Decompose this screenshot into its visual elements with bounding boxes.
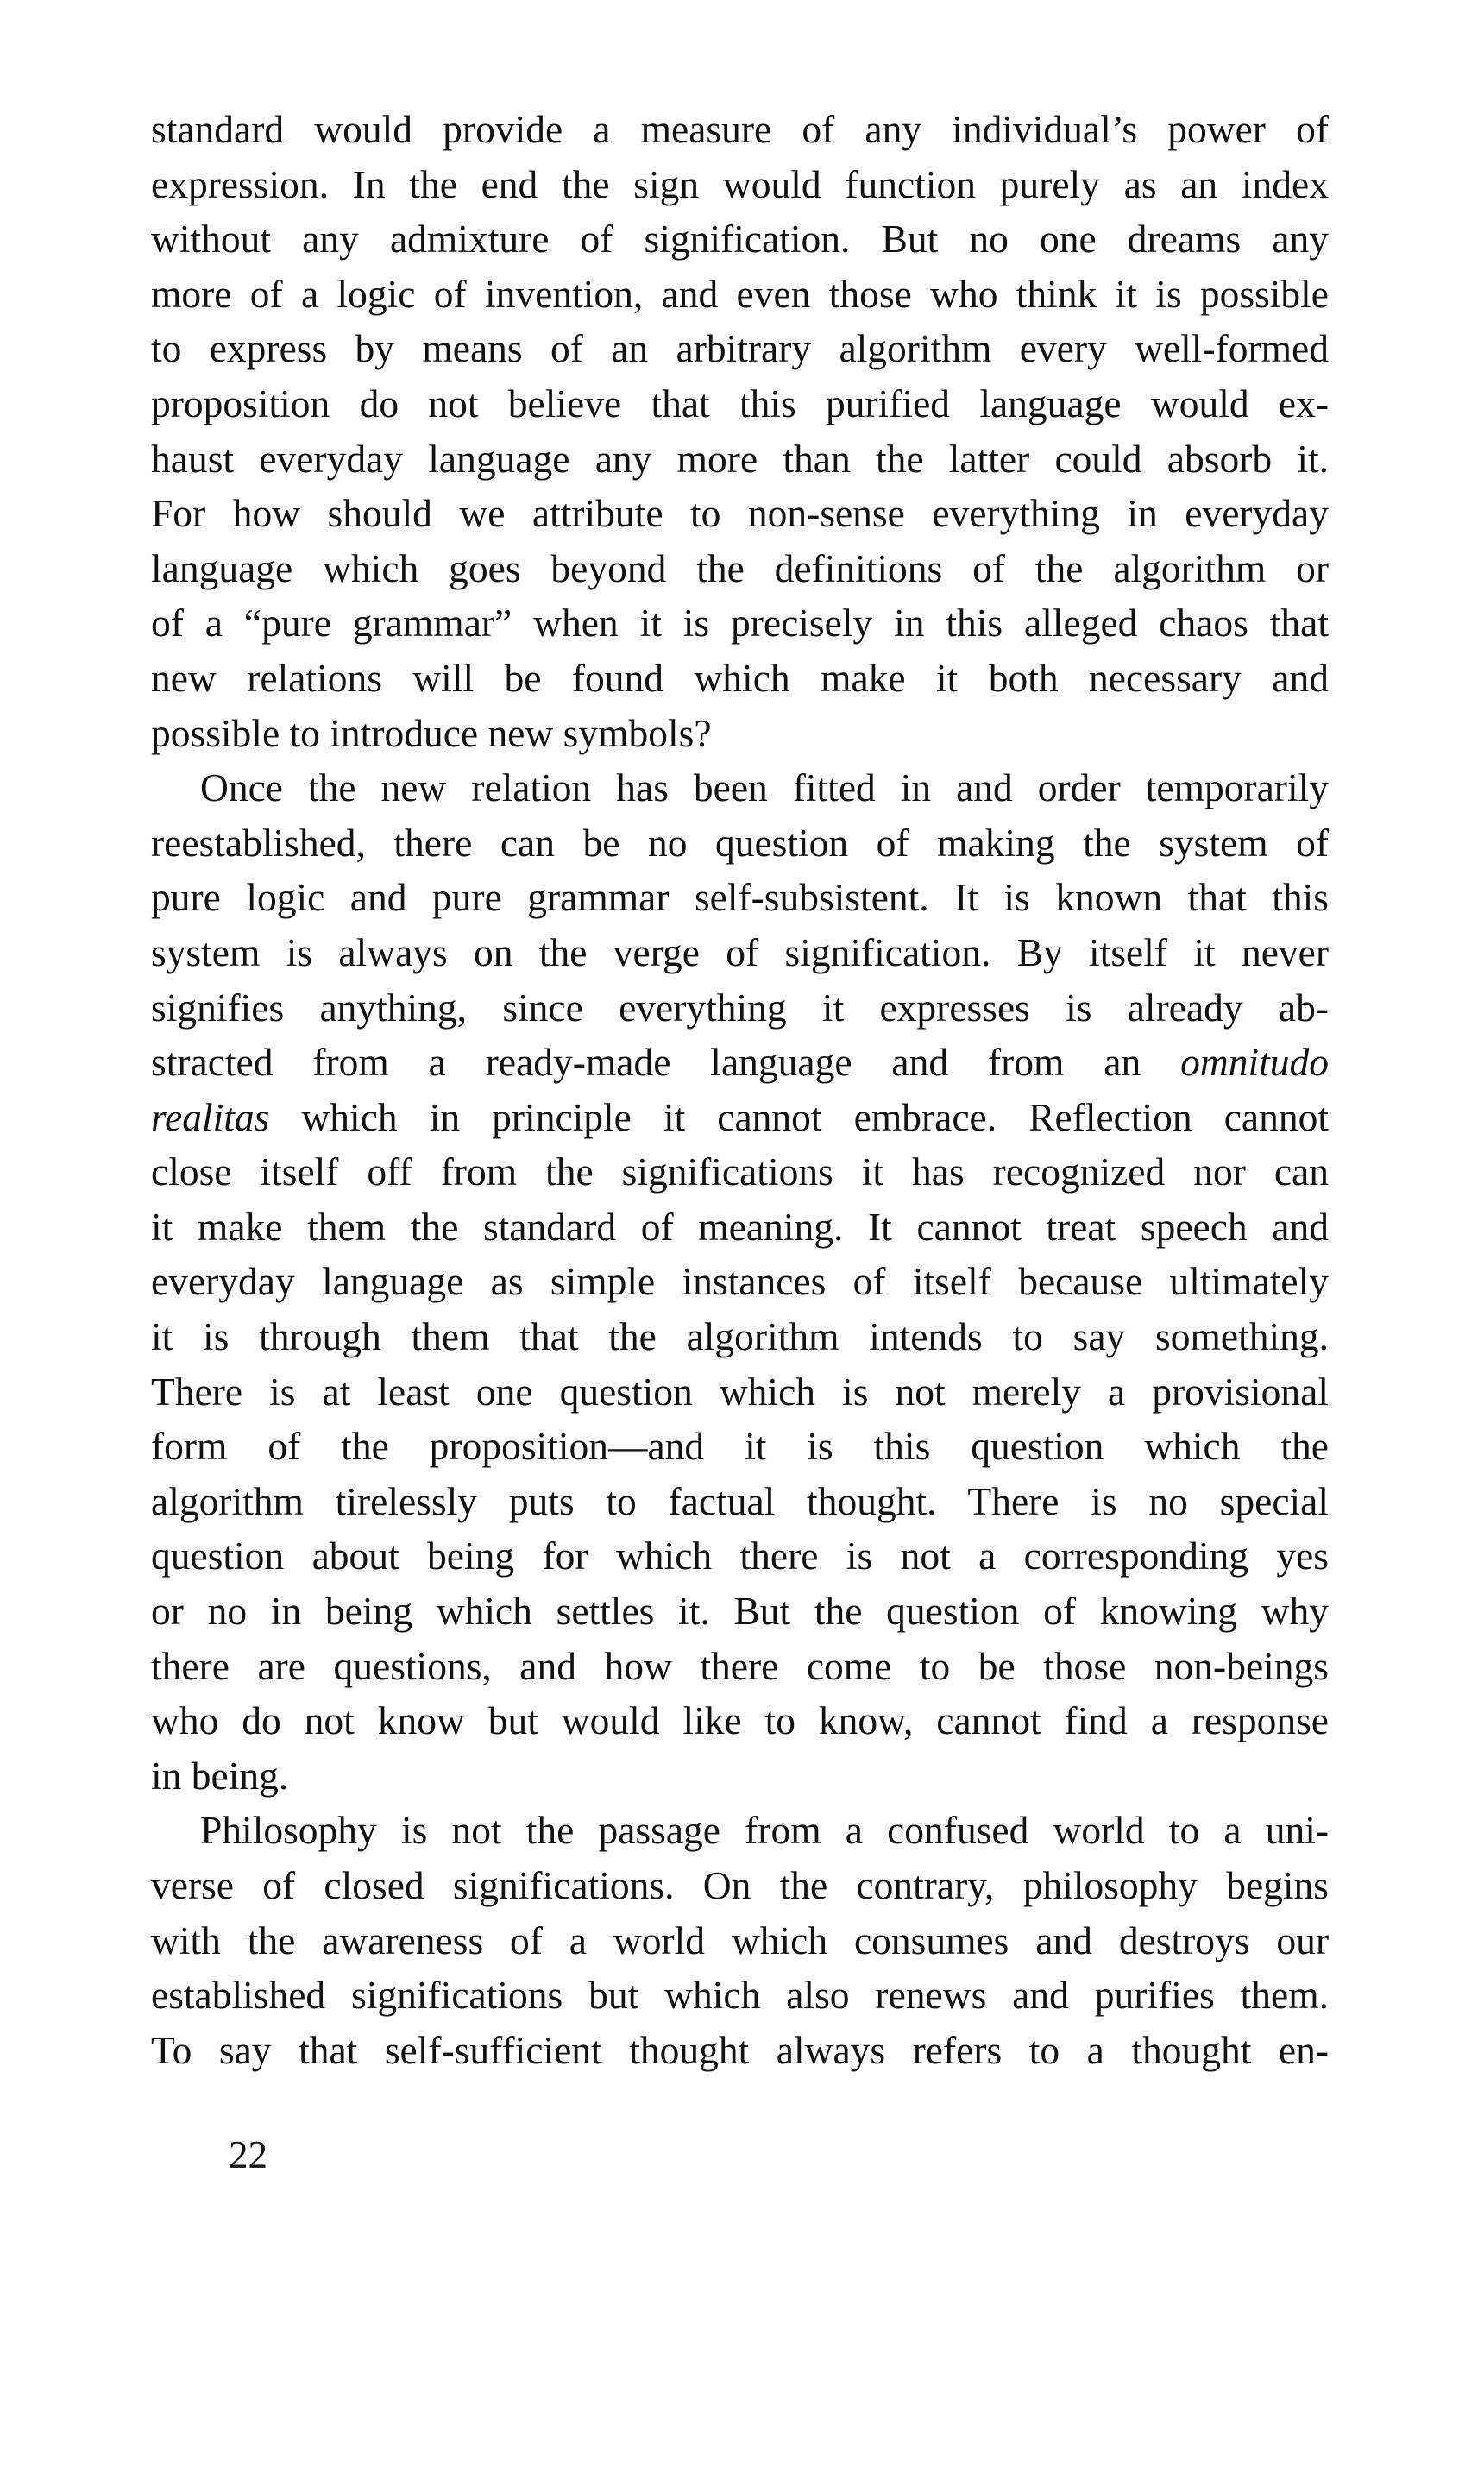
text-run: which in principle it cannot embrace. Reflection cannot	[301, 1094, 1330, 1139]
text-line: pure logic and pure grammar self-subsistent. It is known that this	[151, 875, 1329, 920]
text-line: new relations will be found which make it both necessary and	[151, 655, 1329, 700]
italic-term: omnitudo	[1180, 1040, 1330, 1085]
text-line: it make them the standard of meaning. It cannot treat speech and	[151, 1204, 1329, 1249]
italic-term: realitas	[151, 1094, 270, 1139]
text-line: or no in being which settles it. But the question of knowing why	[151, 1589, 1329, 1634]
text-line: system is always on the verge of signification. By itself it never	[151, 929, 1329, 974]
text-line: possible to introduce new symbols?	[151, 710, 712, 755]
text-line	[151, 1090, 1329, 1145]
text-line: standard would provide a measure of any individual’s power of	[151, 107, 1329, 151]
text-line: To say that self-sufficient thought always refers to a thought en-	[151, 2027, 1329, 2072]
text-run: stracted from a ready-made language and from an	[151, 1040, 1141, 1085]
text-line: For how should we attribute to non-sense everything in everyday	[151, 491, 1329, 536]
text-line: with the awareness of a world which consumes and destroys our	[151, 1918, 1329, 1962]
text-line: form of the proposition—and it is this question which the	[151, 1424, 1329, 1469]
text-line: of a “pure grammar” when it is precisely in this alleged chaos that	[151, 601, 1329, 646]
text-line: it is through them that the algorithm intends to say something.	[151, 1314, 1329, 1359]
text-line: verse of closed significations. On the contrary, philosophy begins	[151, 1863, 1329, 1907]
text-line: who do not know but would like to know, cannot find a response	[151, 1698, 1329, 1743]
text-line: signifies anything, since everything it expresses is already ab-	[151, 985, 1329, 1030]
text-line: without any admixture of signification. But no one dreams any	[151, 217, 1329, 261]
text-line: reestablished, there can be no question of making the system of	[151, 820, 1329, 865]
text-line: everyday language as simple instances of itself because ultimately	[151, 1259, 1329, 1304]
text-line: algorithm tirelessly puts to factual thought. There is no special	[151, 1478, 1329, 1523]
text-line: expression. In the end the sign would function purely as an index	[151, 161, 1329, 206]
text-line: haust everyday language any more than the latter could absorb it.	[151, 436, 1329, 481]
text-line: there are questions, and how there come to be those non-beings	[151, 1643, 1329, 1688]
text-line: Once the new relation has been fitted in and order temporarily	[200, 765, 1329, 810]
text-line: close itself off from the significations it has recognized nor can	[151, 1149, 1329, 1194]
text-line: more of a logic of invention, and even those who think it is possible	[151, 271, 1329, 316]
text-line: established significations but which also renews and purifies them.	[151, 1973, 1329, 2018]
text-line: proposition do not believe that this purified language would ex-	[151, 381, 1329, 425]
text-line: Philosophy is not the passage from a confused world to a uni-	[200, 1808, 1329, 1853]
text-line: in being.	[151, 1753, 289, 1798]
text-line: language which goes beyond the definitions of the algorithm or	[151, 545, 1329, 590]
text-line: question about being for which there is not a corresponding yes	[151, 1534, 1329, 1578]
text-line: to express by means of an arbitrary algorithm every well-formed	[151, 326, 1329, 371]
page-number: 22	[229, 2133, 267, 2176]
text-line	[151, 1035, 1329, 1090]
body-text	[151, 102, 1329, 2077]
text-line: There is at least one question which is not merely a provisional	[151, 1369, 1329, 1414]
